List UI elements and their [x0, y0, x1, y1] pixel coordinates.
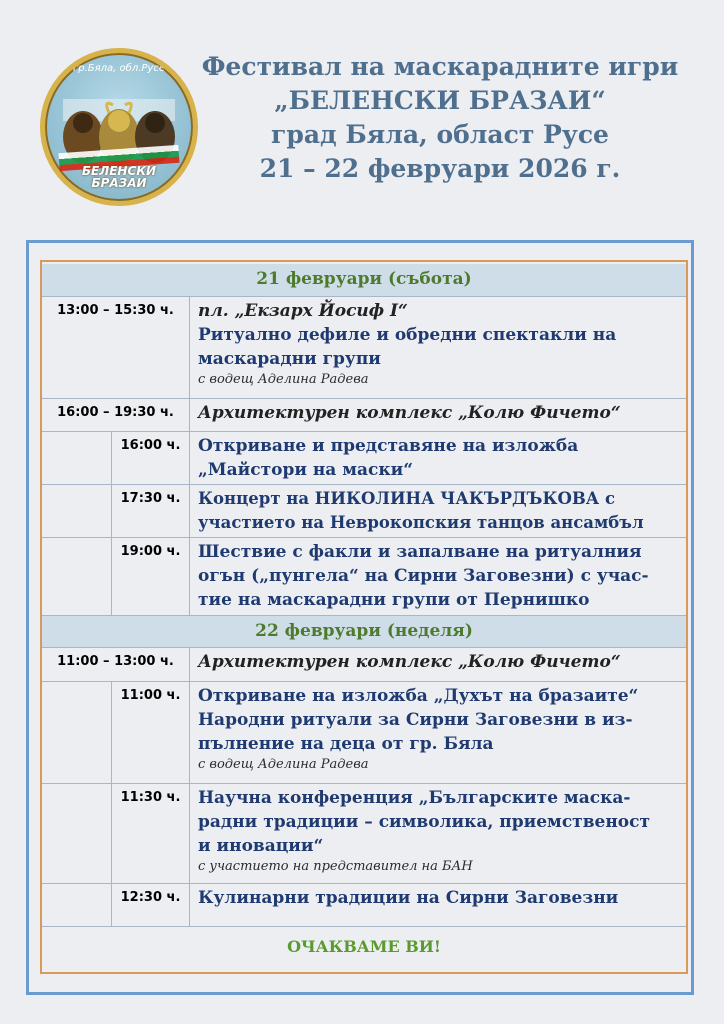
- event-text: радни традиции – символика, приемственост: [198, 812, 650, 832]
- event-time: 17:30 ч.: [112, 485, 190, 537]
- logo-name-line1: БЕЛЕНСКИ: [81, 164, 157, 178]
- empty-cell: [42, 538, 112, 615]
- event-description: [198, 784, 680, 876]
- event-text: огън („пунгела“ на Сирни Заговезни) с учас-: [198, 566, 649, 586]
- table-row: [42, 484, 686, 537]
- event-note: с водещ Аделина Радева: [198, 372, 369, 387]
- event-place: Архитектурен комплекс „Колю Фичето“: [198, 403, 621, 423]
- empty-cell: [42, 432, 112, 484]
- event-description: [198, 538, 680, 612]
- event-text: Научна конференция „Българските маска-: [198, 788, 631, 808]
- event-text: Народни ритуали за Сирни Заговезни в из-: [198, 710, 633, 730]
- table-row: [42, 296, 686, 398]
- table-row: [42, 883, 686, 926]
- day1-label: 21 февруари (събота): [256, 269, 472, 289]
- festival-logo: [40, 48, 198, 206]
- header-festival-name: „БЕЛЕНСКИ БРАЗАИ“: [274, 86, 606, 115]
- logo-name: [45, 165, 193, 189]
- event-time: 11:00 ч.: [112, 682, 190, 783]
- empty-cell: [42, 784, 112, 883]
- event-description: [198, 884, 680, 910]
- table-row: [42, 783, 686, 883]
- header-title: Фестивал на маскарадните игри: [201, 52, 679, 81]
- event-text: Ритуално дефиле и обредни спектакли на: [198, 325, 617, 345]
- event-text: „Майстори на маски“: [198, 460, 414, 480]
- event-text: и иновации“: [198, 836, 324, 856]
- event-time: 11:30 ч.: [112, 784, 190, 883]
- table-row: [42, 398, 686, 431]
- logo-top-text: гр.Бяла, обл.Русе: [73, 63, 165, 74]
- day2-label: 22 февруари (неделя): [255, 621, 473, 641]
- page-header: [200, 50, 680, 186]
- header-dates: 21 – 22 февруари 2026 г.: [259, 154, 621, 183]
- event-text: участието на Неврокопския танцов ансамбъл: [198, 513, 644, 532]
- event-text: Откриване и представяне на изложба: [198, 436, 579, 456]
- header-location: град Бяла, област Русе: [271, 120, 609, 149]
- table-row: [42, 431, 686, 484]
- event-time: 12:30 ч.: [112, 884, 190, 926]
- event-text: маскарадни групи: [198, 349, 381, 369]
- event-place: Архитектурен комплекс „Колю Фичето“: [198, 652, 621, 672]
- empty-cell: [42, 485, 112, 537]
- table-row: [42, 537, 686, 615]
- footer-text: ОЧАКВАМЕ ВИ!: [287, 937, 441, 956]
- event-description: [198, 648, 680, 674]
- table-row: [42, 681, 686, 783]
- empty-cell: [42, 884, 112, 926]
- event-description: [198, 297, 680, 389]
- logo-name-line2: БРАЗАИ: [91, 176, 147, 190]
- event-note: с водещ Аделина Радева: [198, 757, 369, 772]
- event-description: [198, 399, 680, 425]
- event-note: с участието на представител на БАН: [198, 859, 473, 874]
- table-row: [42, 647, 686, 681]
- event-text: Откриване на изложба „Духът на бразаите“: [198, 686, 639, 706]
- event-text: Шествие с факли и запалване на ритуалния: [198, 542, 642, 562]
- footer-row: [42, 926, 686, 970]
- event-time: 16:00 – 19:30 ч.: [42, 399, 190, 431]
- event-description: [198, 485, 680, 535]
- event-text: Кулинарни традиции на Сирни Заговезни: [198, 888, 619, 908]
- empty-cell: [42, 682, 112, 783]
- event-time: 19:00 ч.: [112, 538, 190, 615]
- event-text: тие на маскарадни групи от Пернишко: [198, 590, 590, 610]
- event-text: пълнение на деца от гр. Бяла: [198, 734, 494, 754]
- day2-header: [42, 615, 686, 647]
- event-time: 13:00 – 15:30 ч.: [42, 297, 190, 398]
- event-text: Концерт на НИКОЛИНА ЧАКЪРДЪКОВА с: [198, 489, 616, 508]
- event-place: пл. „Екзарх Йосиф I“: [198, 301, 408, 321]
- event-description: [198, 682, 680, 774]
- event-time: 11:00 – 13:00 ч.: [42, 648, 190, 681]
- day1-header: [42, 264, 686, 296]
- event-time: 16:00 ч.: [112, 432, 190, 484]
- event-description: [198, 432, 680, 482]
